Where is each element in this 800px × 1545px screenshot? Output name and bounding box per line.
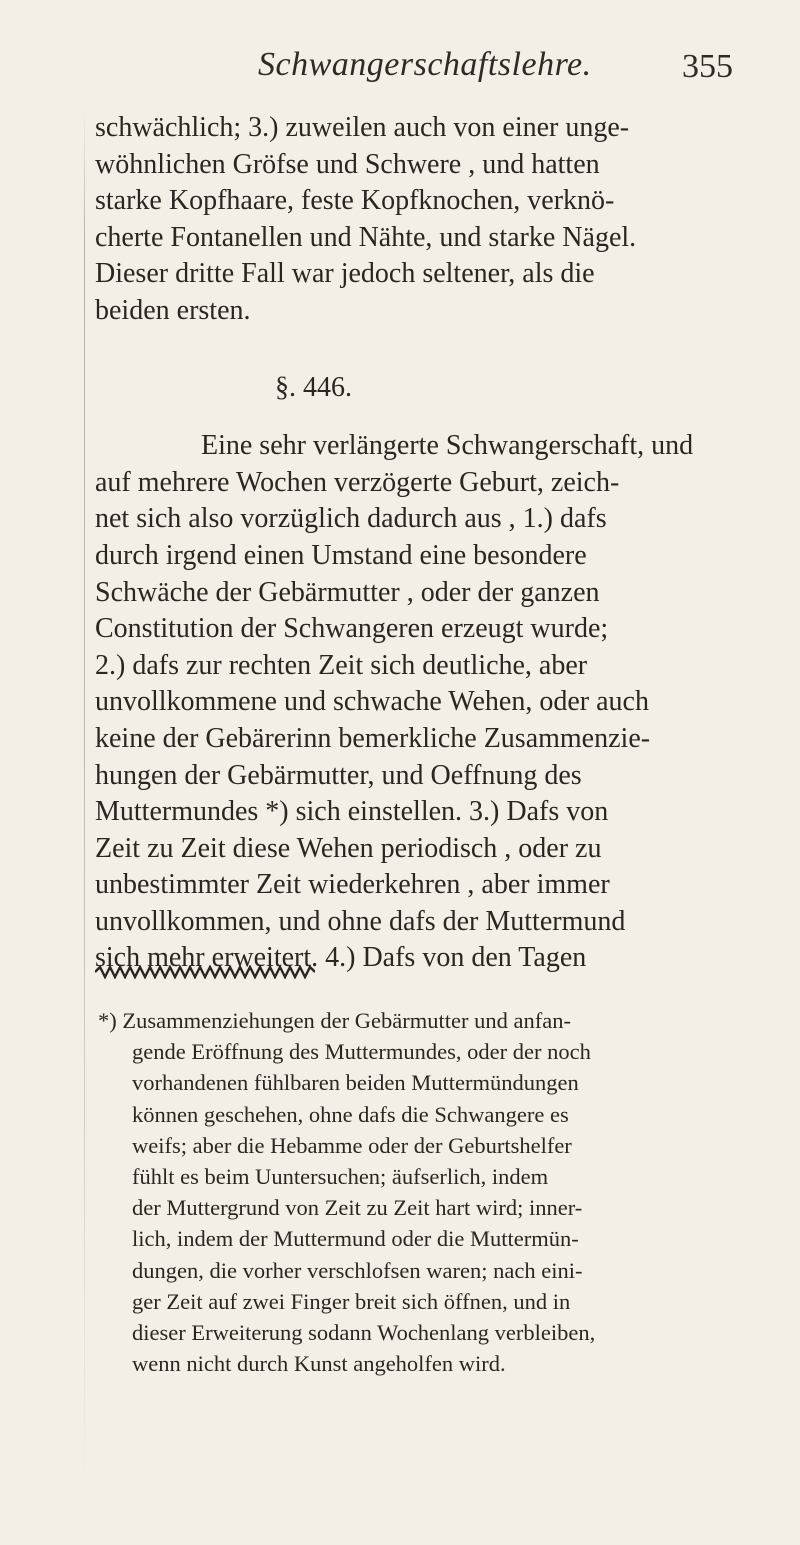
text-line: sich mehr erweitert. 4.) Dafs von den Tagen bbox=[95, 942, 587, 974]
footnote-line: dungen, die vorher verschlofsen waren; nach eini- bbox=[132, 1257, 583, 1283]
text-line: Schwäche der Gebärmutter , oder der ganzen bbox=[95, 576, 600, 608]
page-header bbox=[0, 40, 800, 100]
footnote-line: vorhandenen fühlbaren beiden Muttermündungen bbox=[132, 1070, 579, 1096]
main-text bbox=[95, 110, 745, 977]
text-line: durch irgend einen Umstand eine besondere bbox=[95, 539, 587, 571]
text-line: unvollkommene und schwache Wehen, oder auch bbox=[95, 686, 649, 718]
text-line: hungen der Gebärmutter, und Oeffnung des bbox=[95, 759, 582, 791]
footnote-line: können geschehen, ohne dafs die Schwangere es bbox=[132, 1101, 569, 1127]
text-line: keine der Gebärerinn bemerkliche Zusammenzie- bbox=[95, 722, 651, 754]
text-line: net sich also vorzüglich dadurch aus , 1.) dafs bbox=[95, 503, 607, 535]
text-line: Dieser dritte Fall war jedoch seltener, als die bbox=[95, 258, 595, 290]
footnote-line: weifs; aber die Hebamme oder der Geburtshelfer bbox=[132, 1132, 572, 1158]
text-line: auf mehrere Wochen verzögerte Geburt, zeich- bbox=[95, 466, 620, 498]
footnote bbox=[98, 1005, 752, 1379]
text-line: 2.) dafs zur rechten Zeit sich deutliche, aber bbox=[95, 649, 588, 681]
footnote-divider-ornament bbox=[95, 965, 315, 979]
running-title: Schwangerschaftslehre. bbox=[258, 46, 592, 83]
page-gutter-shadow bbox=[84, 110, 85, 1490]
text-line: schwächlich; 3.) zuweilen auch von einer unge- bbox=[95, 112, 630, 143]
text-line: Constitution der Schwangeren erzeugt wurde; bbox=[95, 613, 609, 645]
footnote-line: wenn nicht durch Kunst angeholfen wird. bbox=[132, 1351, 506, 1377]
text-line: cherte Fontanellen und Nähte, und starke Nägel. bbox=[95, 221, 637, 253]
footnote-line: gende Eröffnung des Muttermundes, oder der noch bbox=[132, 1039, 591, 1065]
footnote-line: dieser Erweiterung sodann Wochenlang verbleiben, bbox=[132, 1320, 596, 1346]
footnote-line: der Muttergrund von Zeit zu Zeit hart wird; inner- bbox=[132, 1195, 583, 1221]
text-line: unvollkommen, und ohne dafs der Muttermund bbox=[95, 905, 626, 937]
text-line: Zeit zu Zeit diese Wehen periodisch , oder zu bbox=[95, 832, 602, 864]
footnote-line: ger Zeit auf zwei Finger breit sich öffnen, und in bbox=[132, 1288, 571, 1314]
text-line: unbestimmter Zeit wiederkehren , aber immer bbox=[95, 869, 610, 901]
text-line: starke Kopfhaare, feste Kopfknochen, verknö- bbox=[95, 185, 615, 217]
text-line: beiden ersten. bbox=[95, 294, 251, 326]
text-line: Muttermundes *) sich einstellen. 3.) Dafs von bbox=[95, 796, 609, 828]
footnote-line: *) Zusammenziehungen der Gebärmutter und anfan- bbox=[98, 1008, 571, 1033]
footnote-line: lich, indem der Muttermund oder die Muttermün- bbox=[132, 1226, 579, 1252]
text-line: wöhnlichen Gröfse und Schwere , und hatten bbox=[95, 148, 600, 180]
text-line: Eine sehr verlängerte Schwangerschaft, und bbox=[201, 430, 694, 462]
footnote-line: fühlt es beim Uuntersuchen; äufserlich, indem bbox=[132, 1164, 549, 1190]
page-number: 355 bbox=[682, 48, 733, 85]
section-heading: §. 446. bbox=[275, 371, 352, 403]
